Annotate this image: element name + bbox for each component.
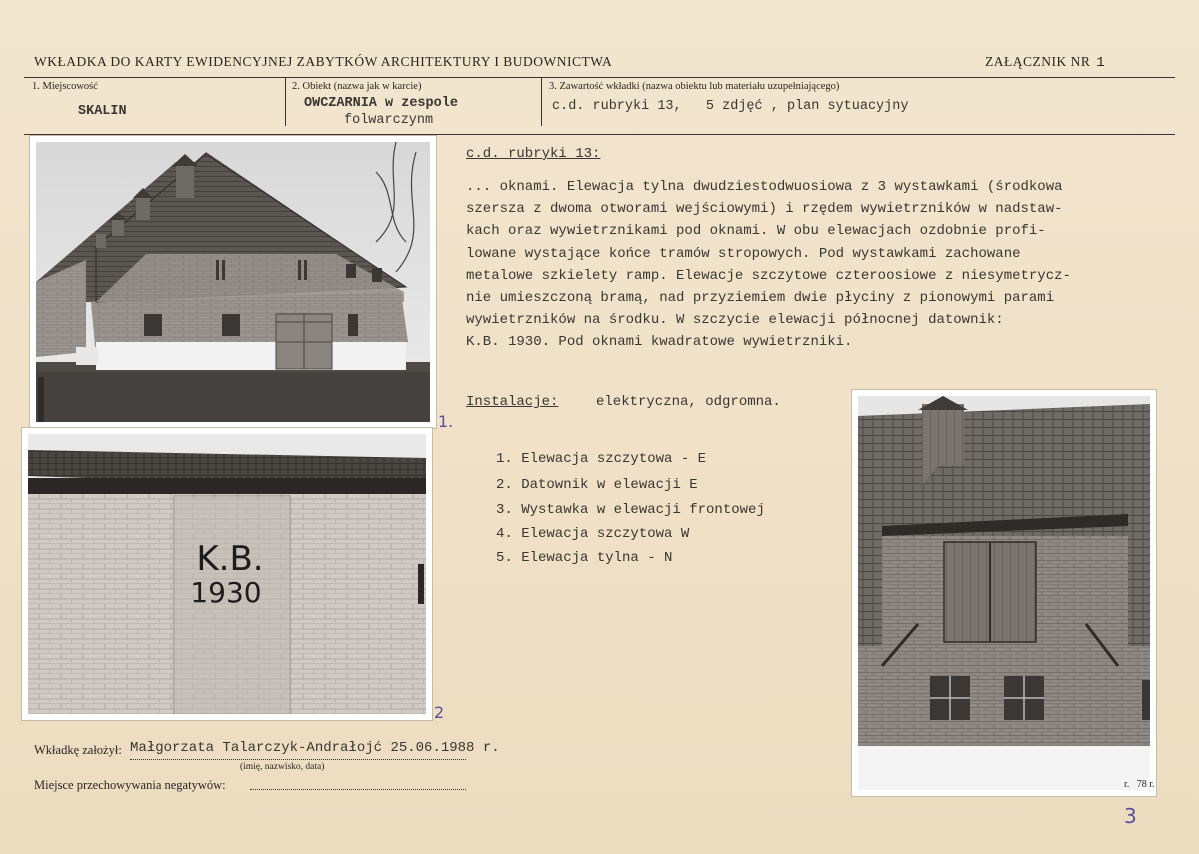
author-underline [130, 759, 466, 760]
photo-list-item: 5. Elewacja tylna - N [496, 550, 673, 566]
photo-1-number: 1. [438, 412, 454, 431]
page-mark: r. 78 r. [1124, 779, 1155, 790]
description-line: nie umieszczoną bramą, nad przyziemiem dwie płyciny z pionowymi parami [466, 290, 1055, 307]
negatives-underline [250, 789, 466, 790]
author-value: Małgorzata Talarczyk-Andrałojć 25.06.1988 r. [130, 740, 500, 756]
annex-label [985, 54, 1105, 71]
field-divider-1 [285, 78, 286, 126]
installations-value: elektryczna, odgromna. [596, 394, 781, 410]
description-line: kach oraz wywietrznikami pod oknami. W obu elewacjach ozdobnie profi- [466, 223, 1046, 240]
object-label: 2. Obiekt (nazwa jak w karcie) [292, 81, 422, 92]
locality-label: 1. Miejscowość [32, 81, 98, 92]
inscription-line-1: K.B. [196, 539, 264, 579]
inscription-line-2: 1930 [190, 576, 262, 609]
description-line: lowane wystające końce tramów stropowych. Pod wystawkami zachowane [466, 245, 1021, 262]
photo-3-dormer [852, 390, 1156, 796]
description-line: szersza z dwoma otworami wejściowymi) i rzędem wywietrzników w nadstaw- [466, 201, 1063, 218]
inscription-wall-illustration [28, 434, 426, 714]
dormer-illustration [858, 396, 1150, 790]
annex-number: 1 [1096, 55, 1106, 71]
description-line: ... oknami. Elewacja tylna dwudziestodwuosiowa z 3 wystawkami (środkowa [466, 179, 1063, 195]
header-bottom-rule [24, 134, 1175, 135]
annex-label-text: ZAŁĄCZNIK NR [985, 54, 1091, 69]
installations-label: Instalacje: [466, 394, 559, 410]
content-value: c.d. rubryki 13, 5 zdjęć , plan sytuacyjny [552, 99, 909, 114]
photo-list-item: 1. Elewacja szczytowa - E [496, 451, 707, 467]
object-value-line2: folwarczynm [344, 113, 434, 128]
photo-list-item: 4. Elewacja szczytowa W [496, 526, 690, 542]
author-label: Wkładkę założył: [34, 743, 122, 757]
form-title: WKŁADKA DO KARTY EWIDENCYJNEJ ZABYTKÓW ARCHITEKTURY I BUDOWNICTWA [34, 54, 613, 69]
description-text [466, 176, 1166, 354]
header-top-rule [24, 77, 1175, 78]
author-caption: (imię, nazwisko, data) [240, 762, 325, 772]
photo-list-item: 3. Wystawka w elewacji frontowej [496, 502, 765, 518]
object-value-line1: OWCZARNIA w zespole [304, 96, 458, 111]
description-line: K.B. 1930. Pod oknami kwadratowe wywietrzniki. [466, 334, 853, 351]
content-label: 3. Zawartość wkładki (nazwa obiektu lub materiału uzupełniającego) [549, 81, 840, 92]
photo-list-item: 2. Datownik w elewacji E [496, 477, 698, 493]
description-line: wywietrzników na środku. W szczycie elewacji północnej datownik: [466, 312, 1004, 329]
section-heading: c.d. rubryki 13: [466, 146, 601, 162]
photo-2-date-inscription [22, 428, 432, 720]
photo-1-gable-elevation [30, 136, 436, 428]
description-line: metalowe szkielety ramp. Elewacje szczytowe czteroosiowe z niesymetrycz- [466, 267, 1071, 284]
field-divider-2 [541, 78, 542, 126]
photo-2-number: 2 [434, 703, 445, 722]
photo-3-number: 3 [1124, 804, 1137, 828]
barn-gable-illustration [36, 142, 430, 422]
negatives-label: Miejsce przechowywania negatywów: [34, 778, 226, 792]
locality-value: SKALIN [78, 104, 127, 119]
